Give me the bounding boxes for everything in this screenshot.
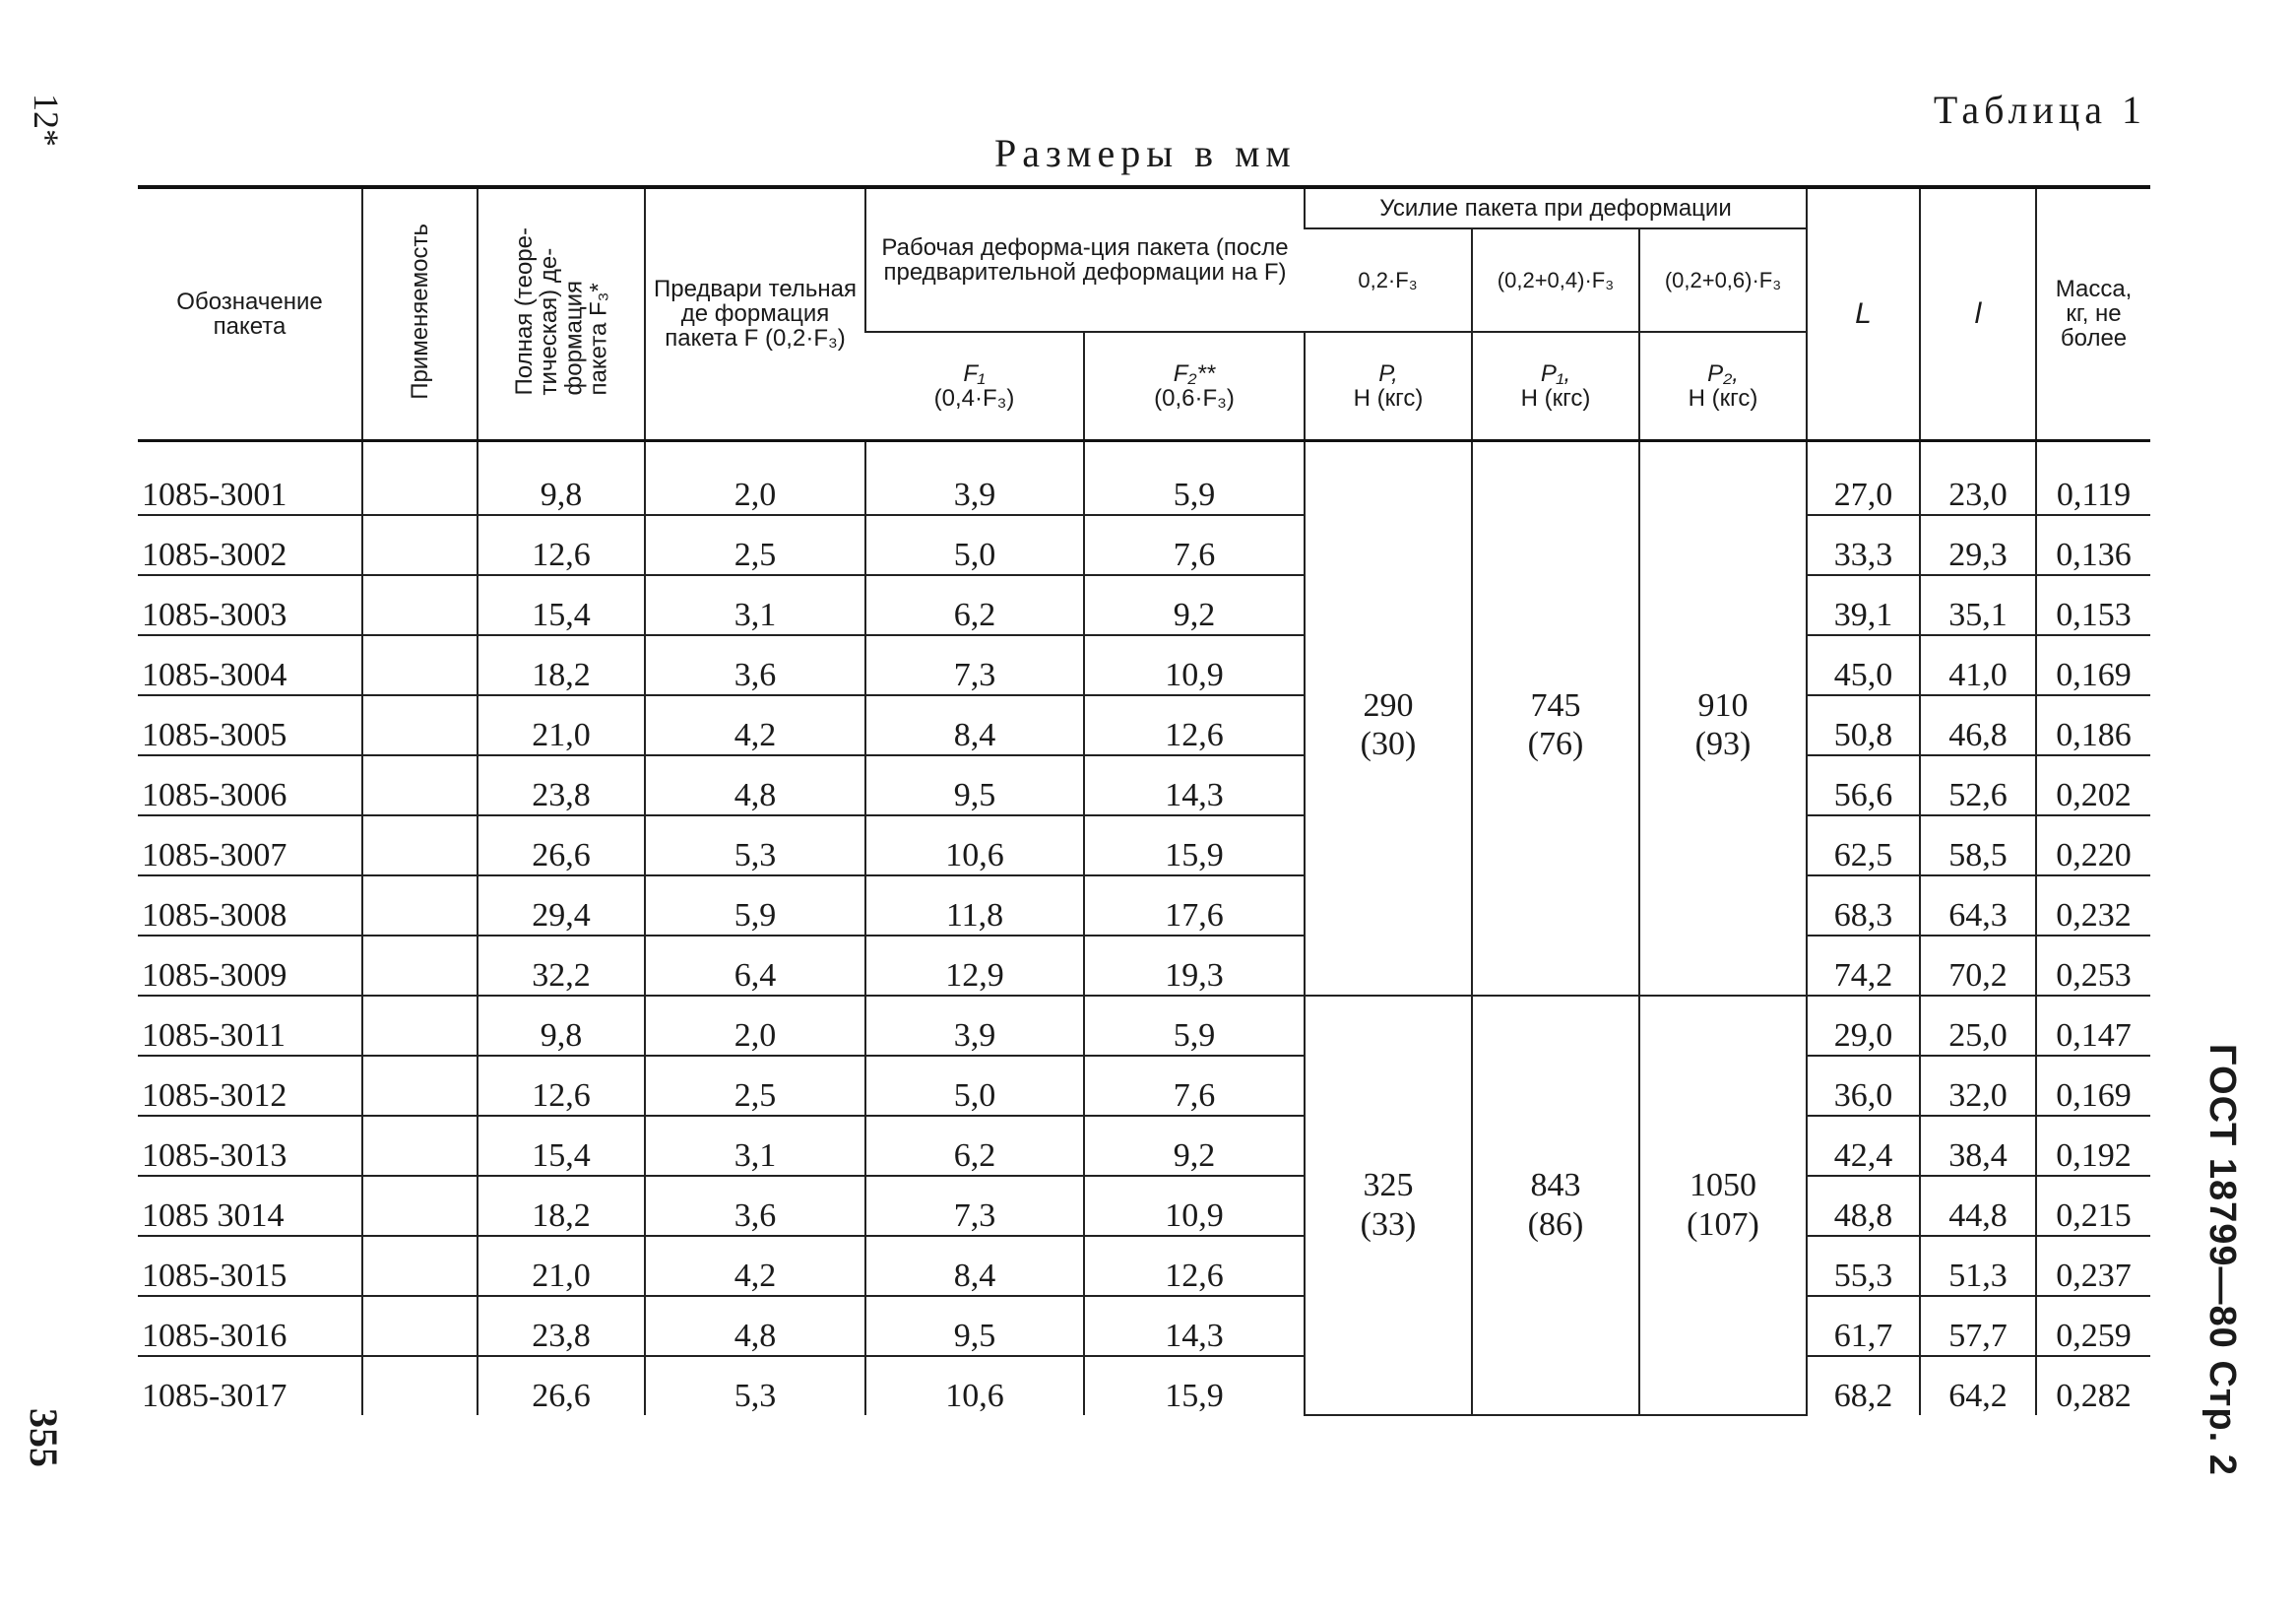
header-p: P, Н (кгс)	[1305, 332, 1472, 440]
header-pre-deformation: Предвари тельная де формация пакета F (0,2·F₃)	[645, 187, 865, 440]
force-p2-group-2: 1050 (107)	[1639, 996, 1807, 1415]
table-row: 1085-3015 21,0 4,2 8,4 12,6 55,3 51,3 0,237	[138, 1236, 2150, 1296]
table-row: 1085-3002 12,6 2,5 5,0 7,6 33,3 29,3 0,136	[138, 515, 2150, 575]
table-row: 1085-3008 29,4 5,9 11,8 17,6 68,3 64,3 0,232	[138, 875, 2150, 936]
header-f2: F₂** (0,6·F₃)	[1084, 332, 1305, 440]
dimensions-caption: Размеры в мм	[994, 131, 1297, 175]
header-f1: F₁ (0,4·F₃)	[865, 332, 1084, 440]
side-gost-label: ГОСТ 18799—80 Стр. 2	[2201, 1044, 2243, 1476]
table-row: 1085-3001 9,8 2,0 3,9 5,9 290 (30) 745 (76) 910 (93) 27,0 23,0 0,119	[138, 456, 2150, 515]
header-p2: P₂, Н (кгс)	[1639, 332, 1807, 440]
header-applicability: Применяемость	[362, 187, 478, 440]
page-marker-top: 12*	[27, 94, 66, 147]
table-row: 1085-3005 21,0 4,2 8,4 12,6 50,8 46,8 0,186	[138, 695, 2150, 755]
header-working-deformation: Рабочая деформа-ция пакета (после предварительной деформации на F)	[865, 187, 1305, 332]
table-row: 1085-3009 32,2 6,4 12,9 19,3 74,2 70,2 0,253	[138, 936, 2150, 996]
force-p1-group-1: 745 (76)	[1472, 456, 1639, 996]
table-row: 1085 3014 18,2 3,6 7,3 10,9 48,8 44,8 0,215	[138, 1176, 2150, 1236]
header-designation: Обозначение пакета	[138, 187, 362, 440]
force-p-group-2: 325 (33)	[1305, 996, 1472, 1415]
table-row: 1085-3017 26,6 5,3 10,6 15,9 68,2 64,2 0,282	[138, 1356, 2150, 1415]
table-row: 1085-3012 12,6 2,5 5,0 7,6 36,0 32,0 0,169	[138, 1056, 2150, 1116]
table-row: 1085-3016 23,8 4,8 9,5 14,3 61,7 57,7 0,259	[138, 1296, 2150, 1356]
specification-table	[138, 185, 2150, 1416]
table-row: 1085-3007 26,6 5,3 10,6 15,9 62,5 58,5 0,220	[138, 815, 2150, 875]
force-p2-group-1: 910 (93)	[1639, 456, 1807, 996]
table-row: 1085-3013 15,4 3,1 6,2 9,2 42,4 38,4 0,192	[138, 1116, 2150, 1176]
header-mass: Масса, кг, не более	[2036, 187, 2150, 440]
header-L: L	[1807, 187, 1920, 440]
header-full-deformation: Полная (теоре- тическая) де- формация пакета F₃*	[478, 187, 645, 440]
header-l: l	[1920, 187, 2036, 440]
header-force-p-def: 0,2·F₃	[1305, 228, 1472, 332]
header-p1: P₁, Н (кгс)	[1472, 332, 1639, 440]
header-force-p2-def: (0,2+0,6)·F₃	[1639, 228, 1807, 332]
table-row: 1085-3003 15,4 3,1 6,2 9,2 39,1 35,1 0,153	[138, 575, 2150, 635]
force-p1-group-2: 843 (86)	[1472, 996, 1639, 1415]
table-row: 1085-3006 23,8 4,8 9,5 14,3 56,6 52,6 0,202	[138, 755, 2150, 815]
header-force-p1-def: (0,2+0,4)·F₃	[1472, 228, 1639, 332]
header-force-group: Усилие пакета при деформации	[1305, 187, 1807, 228]
table-row: 1085-3004 18,2 3,6 7,3 10,9 45,0 41,0 0,169	[138, 635, 2150, 695]
table-row: 1085-3011 9,8 2,0 3,9 5,9 325 (33) 843 (86) 1050 (107) 29,0 25,0 0,147	[138, 996, 2150, 1056]
table-label: Таблица 1	[1933, 88, 2146, 132]
force-p-group-1: 290 (30)	[1305, 456, 1472, 996]
page-marker-bottom: 355	[22, 1408, 66, 1467]
